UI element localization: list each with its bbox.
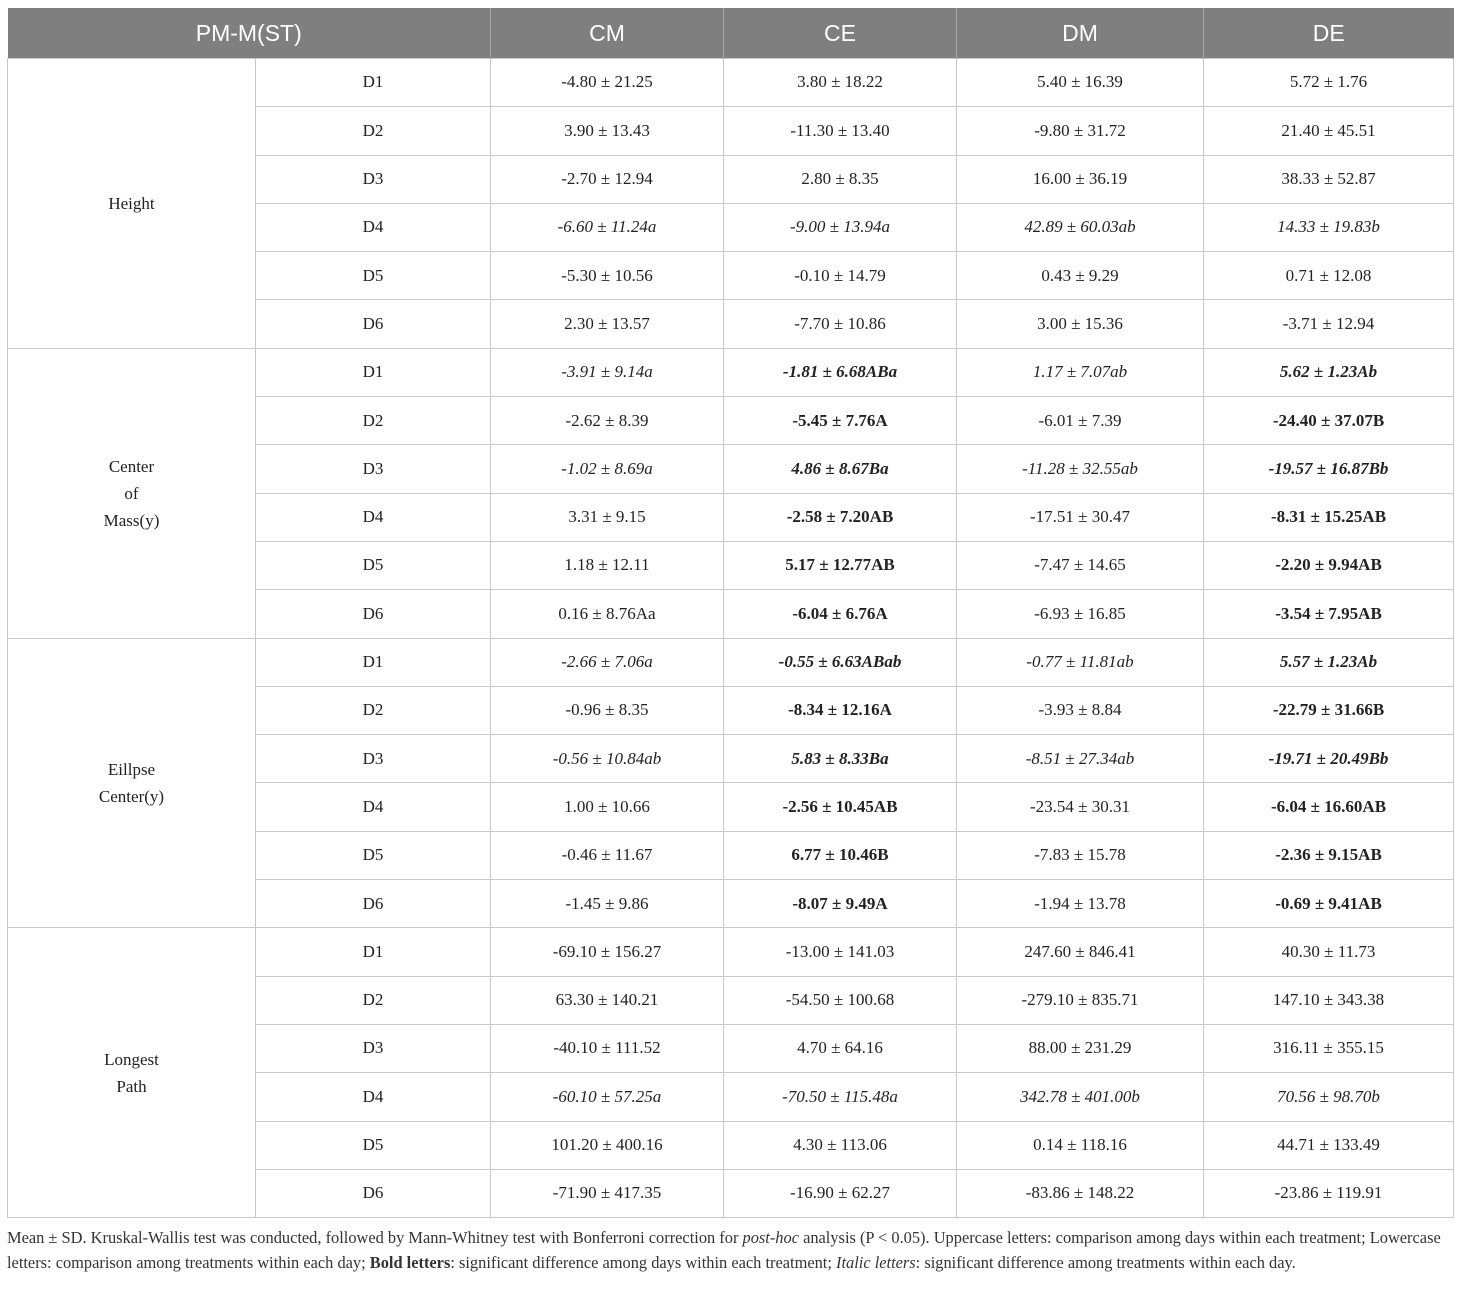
value-cell-cm: 1.00 ± 10.66	[491, 783, 724, 831]
value-cell-dm: -279.10 ± 835.71	[957, 976, 1204, 1024]
table-row	[8, 348, 1454, 396]
footnote-text-4: : significant difference among treatments within each day.	[915, 1252, 1296, 1272]
value-cell-cm: -0.46 ± 11.67	[491, 831, 724, 879]
value-cell-de: 44.71 ± 133.49	[1204, 1121, 1454, 1169]
value-cell-ce: 6.77 ± 10.46B	[724, 831, 957, 879]
header-de: DE	[1204, 8, 1454, 59]
table-row	[8, 638, 1454, 686]
value-cell-cm: -0.96 ± 8.35	[491, 686, 724, 734]
value-cell-de: 38.33 ± 52.87	[1204, 155, 1454, 203]
day-cell: D4	[256, 1073, 491, 1121]
value-cell-dm: -7.83 ± 15.78	[957, 831, 1204, 879]
value-cell-ce: -9.00 ± 13.94a	[724, 203, 957, 251]
group-label	[8, 928, 256, 1218]
day-cell: D4	[256, 783, 491, 831]
value-cell-ce: 3.80 ± 18.22	[724, 59, 957, 107]
value-cell-dm: 247.60 ± 846.41	[957, 928, 1204, 976]
value-cell-dm: 1.17 ± 7.07ab	[957, 348, 1204, 396]
value-cell-de: -8.31 ± 15.25AB	[1204, 493, 1454, 541]
value-cell-cm: -0.56 ± 10.84ab	[491, 735, 724, 783]
value-cell-ce: -13.00 ± 141.03	[724, 928, 957, 976]
day-cell: D6	[256, 880, 491, 928]
value-cell-ce: -70.50 ± 115.48a	[724, 1073, 957, 1121]
value-cell-cm: 2.30 ± 13.57	[491, 300, 724, 348]
value-cell-ce: -2.58 ± 7.20AB	[724, 493, 957, 541]
day-cell: D1	[256, 348, 491, 396]
group-label-line: of	[124, 483, 139, 503]
value-cell-de: 14.33 ± 19.83b	[1204, 203, 1454, 251]
day-cell: D3	[256, 155, 491, 203]
value-cell-ce: -1.81 ± 6.68ABa	[724, 348, 957, 396]
day-cell: D3	[256, 445, 491, 493]
value-cell-ce: -11.30 ± 13.40	[724, 107, 957, 155]
value-cell-dm: -1.94 ± 13.78	[957, 880, 1204, 928]
value-cell-ce: -7.70 ± 10.86	[724, 300, 957, 348]
day-cell: D2	[256, 397, 491, 445]
group-label-line: Height	[108, 193, 155, 213]
value-cell-dm: 5.40 ± 16.39	[957, 59, 1204, 107]
value-cell-ce: -0.10 ± 14.79	[724, 252, 957, 300]
header-dm: DM	[957, 8, 1204, 59]
value-cell-cm: 3.31 ± 9.15	[491, 493, 724, 541]
value-cell-de: -3.54 ± 7.95AB	[1204, 590, 1454, 638]
value-cell-cm: 3.90 ± 13.43	[491, 107, 724, 155]
value-cell-cm: -4.80 ± 21.25	[491, 59, 724, 107]
value-cell-ce: -2.56 ± 10.45AB	[724, 783, 957, 831]
value-cell-ce: 4.30 ± 113.06	[724, 1121, 957, 1169]
value-cell-dm: -6.01 ± 7.39	[957, 397, 1204, 445]
footnote-text-1: Mean ± SD. Kruskal-Wallis test was conducted, followed by Mann-Whitney test with Bonferroni correction for	[7, 1228, 743, 1247]
day-cell: D6	[256, 1169, 491, 1217]
footnote-text-2: analysis (P < 0.05). Uppercase letters: comparison among days within each treatment; Lowercase letters: comparison among treatments within each day;	[7, 1228, 1441, 1272]
value-cell-ce: 5.17 ± 12.77AB	[724, 541, 957, 589]
table-footnote	[7, 1226, 1453, 1275]
group-label-line: Center(y)	[98, 786, 165, 806]
group-label	[8, 59, 256, 349]
value-cell-dm: 42.89 ± 60.03ab	[957, 203, 1204, 251]
value-cell-cm: 63.30 ± 140.21	[491, 976, 724, 1024]
value-cell-dm: 342.78 ± 401.00b	[957, 1073, 1204, 1121]
value-cell-de: 21.40 ± 45.51	[1204, 107, 1454, 155]
footnote-bold-label: Bold letters	[369, 1252, 451, 1272]
table-row	[8, 928, 1454, 976]
value-cell-de: 5.62 ± 1.23Ab	[1204, 348, 1454, 396]
value-cell-de: -2.20 ± 9.94AB	[1204, 541, 1454, 589]
group-label-line: Eillpse	[107, 759, 156, 779]
value-cell-cm: -3.91 ± 9.14a	[491, 348, 724, 396]
day-cell: D6	[256, 300, 491, 348]
value-cell-dm: -3.93 ± 8.84	[957, 686, 1204, 734]
day-cell: D5	[256, 1121, 491, 1169]
value-cell-cm: -71.90 ± 417.35	[491, 1169, 724, 1217]
group-label-line: Longest	[104, 1049, 159, 1069]
value-cell-de: -19.57 ± 16.87Bb	[1204, 445, 1454, 493]
value-cell-cm: -6.60 ± 11.24a	[491, 203, 724, 251]
group-label-line: Center	[108, 456, 155, 476]
value-cell-de: -3.71 ± 12.94	[1204, 300, 1454, 348]
results-table	[7, 8, 1454, 1218]
value-cell-de: -2.36 ± 9.15AB	[1204, 831, 1454, 879]
value-cell-cm: -69.10 ± 156.27	[491, 928, 724, 976]
value-cell-cm: -1.45 ± 9.86	[491, 880, 724, 928]
day-cell: D3	[256, 735, 491, 783]
value-cell-cm: -2.66 ± 7.06a	[491, 638, 724, 686]
table-row	[8, 59, 1454, 107]
day-cell: D5	[256, 831, 491, 879]
value-cell-dm: -8.51 ± 27.34ab	[957, 735, 1204, 783]
table-body	[8, 59, 1454, 1218]
value-cell-ce: -8.34 ± 12.16A	[724, 686, 957, 734]
value-cell-dm: 16.00 ± 36.19	[957, 155, 1204, 203]
day-cell: D3	[256, 1024, 491, 1072]
value-cell-de: 5.57 ± 1.23Ab	[1204, 638, 1454, 686]
value-cell-cm: 101.20 ± 400.16	[491, 1121, 724, 1169]
value-cell-cm: -5.30 ± 10.56	[491, 252, 724, 300]
group-label	[8, 348, 256, 638]
table-header-row	[8, 8, 1454, 59]
value-cell-dm: -6.93 ± 16.85	[957, 590, 1204, 638]
data-table-container	[7, 8, 1453, 1218]
value-cell-de: 70.56 ± 98.70b	[1204, 1073, 1454, 1121]
footnote-posthoc: post-hoc	[742, 1228, 799, 1247]
value-cell-cm: 0.16 ± 8.76Aa	[491, 590, 724, 638]
header-pm-m-st: PM-M(ST)	[8, 8, 491, 59]
value-cell-ce: -5.45 ± 7.76A	[724, 397, 957, 445]
value-cell-de: 0.71 ± 12.08	[1204, 252, 1454, 300]
value-cell-cm: -1.02 ± 8.69a	[491, 445, 724, 493]
value-cell-ce: 5.83 ± 8.33Ba	[724, 735, 957, 783]
day-cell: D1	[256, 928, 491, 976]
value-cell-dm: 0.14 ± 118.16	[957, 1121, 1204, 1169]
value-cell-dm: -83.86 ± 148.22	[957, 1169, 1204, 1217]
value-cell-dm: 0.43 ± 9.29	[957, 252, 1204, 300]
day-cell: D5	[256, 252, 491, 300]
day-cell: D2	[256, 686, 491, 734]
value-cell-cm: 1.18 ± 12.11	[491, 541, 724, 589]
group-label-line: Path	[116, 1076, 147, 1096]
value-cell-ce: 2.80 ± 8.35	[724, 155, 957, 203]
day-cell: D1	[256, 59, 491, 107]
value-cell-de: -19.71 ± 20.49Bb	[1204, 735, 1454, 783]
value-cell-dm: -9.80 ± 31.72	[957, 107, 1204, 155]
value-cell-de: -22.79 ± 31.66B	[1204, 686, 1454, 734]
value-cell-ce: -8.07 ± 9.49A	[724, 880, 957, 928]
day-cell: D2	[256, 976, 491, 1024]
value-cell-de: 316.11 ± 355.15	[1204, 1024, 1454, 1072]
day-cell: D5	[256, 541, 491, 589]
footnote-text-3: : significant difference among days within each treatment;	[450, 1252, 836, 1272]
value-cell-de: -6.04 ± 16.60AB	[1204, 783, 1454, 831]
value-cell-cm: -2.70 ± 12.94	[491, 155, 724, 203]
value-cell-de: 5.72 ± 1.76	[1204, 59, 1454, 107]
value-cell-ce: -6.04 ± 6.76A	[724, 590, 957, 638]
day-cell: D4	[256, 203, 491, 251]
group-label	[8, 638, 256, 928]
value-cell-de: 147.10 ± 343.38	[1204, 976, 1454, 1024]
value-cell-ce: -16.90 ± 62.27	[724, 1169, 957, 1217]
group-label-line: Mass(y)	[103, 510, 160, 530]
value-cell-de: -23.86 ± 119.91	[1204, 1169, 1454, 1217]
value-cell-de: -24.40 ± 37.07B	[1204, 397, 1454, 445]
value-cell-dm: -11.28 ± 32.55ab	[957, 445, 1204, 493]
value-cell-dm: -0.77 ± 11.81ab	[957, 638, 1204, 686]
value-cell-dm: 3.00 ± 15.36	[957, 300, 1204, 348]
value-cell-cm: -2.62 ± 8.39	[491, 397, 724, 445]
value-cell-dm: -7.47 ± 14.65	[957, 541, 1204, 589]
value-cell-de: -0.69 ± 9.41AB	[1204, 880, 1454, 928]
header-ce: CE	[724, 8, 957, 59]
day-cell: D4	[256, 493, 491, 541]
value-cell-ce: 4.86 ± 8.67Ba	[724, 445, 957, 493]
header-cm: CM	[491, 8, 724, 59]
day-cell: D6	[256, 590, 491, 638]
day-cell: D1	[256, 638, 491, 686]
value-cell-dm: -17.51 ± 30.47	[957, 493, 1204, 541]
value-cell-ce: 4.70 ± 64.16	[724, 1024, 957, 1072]
value-cell-ce: -54.50 ± 100.68	[724, 976, 957, 1024]
value-cell-dm: 88.00 ± 231.29	[957, 1024, 1204, 1072]
value-cell-de: 40.30 ± 11.73	[1204, 928, 1454, 976]
value-cell-ce: -0.55 ± 6.63ABab	[724, 638, 957, 686]
footnote-italic-label: Italic letters	[836, 1252, 916, 1272]
value-cell-cm: -40.10 ± 111.52	[491, 1024, 724, 1072]
day-cell: D2	[256, 107, 491, 155]
value-cell-dm: -23.54 ± 30.31	[957, 783, 1204, 831]
value-cell-cm: -60.10 ± 57.25a	[491, 1073, 724, 1121]
